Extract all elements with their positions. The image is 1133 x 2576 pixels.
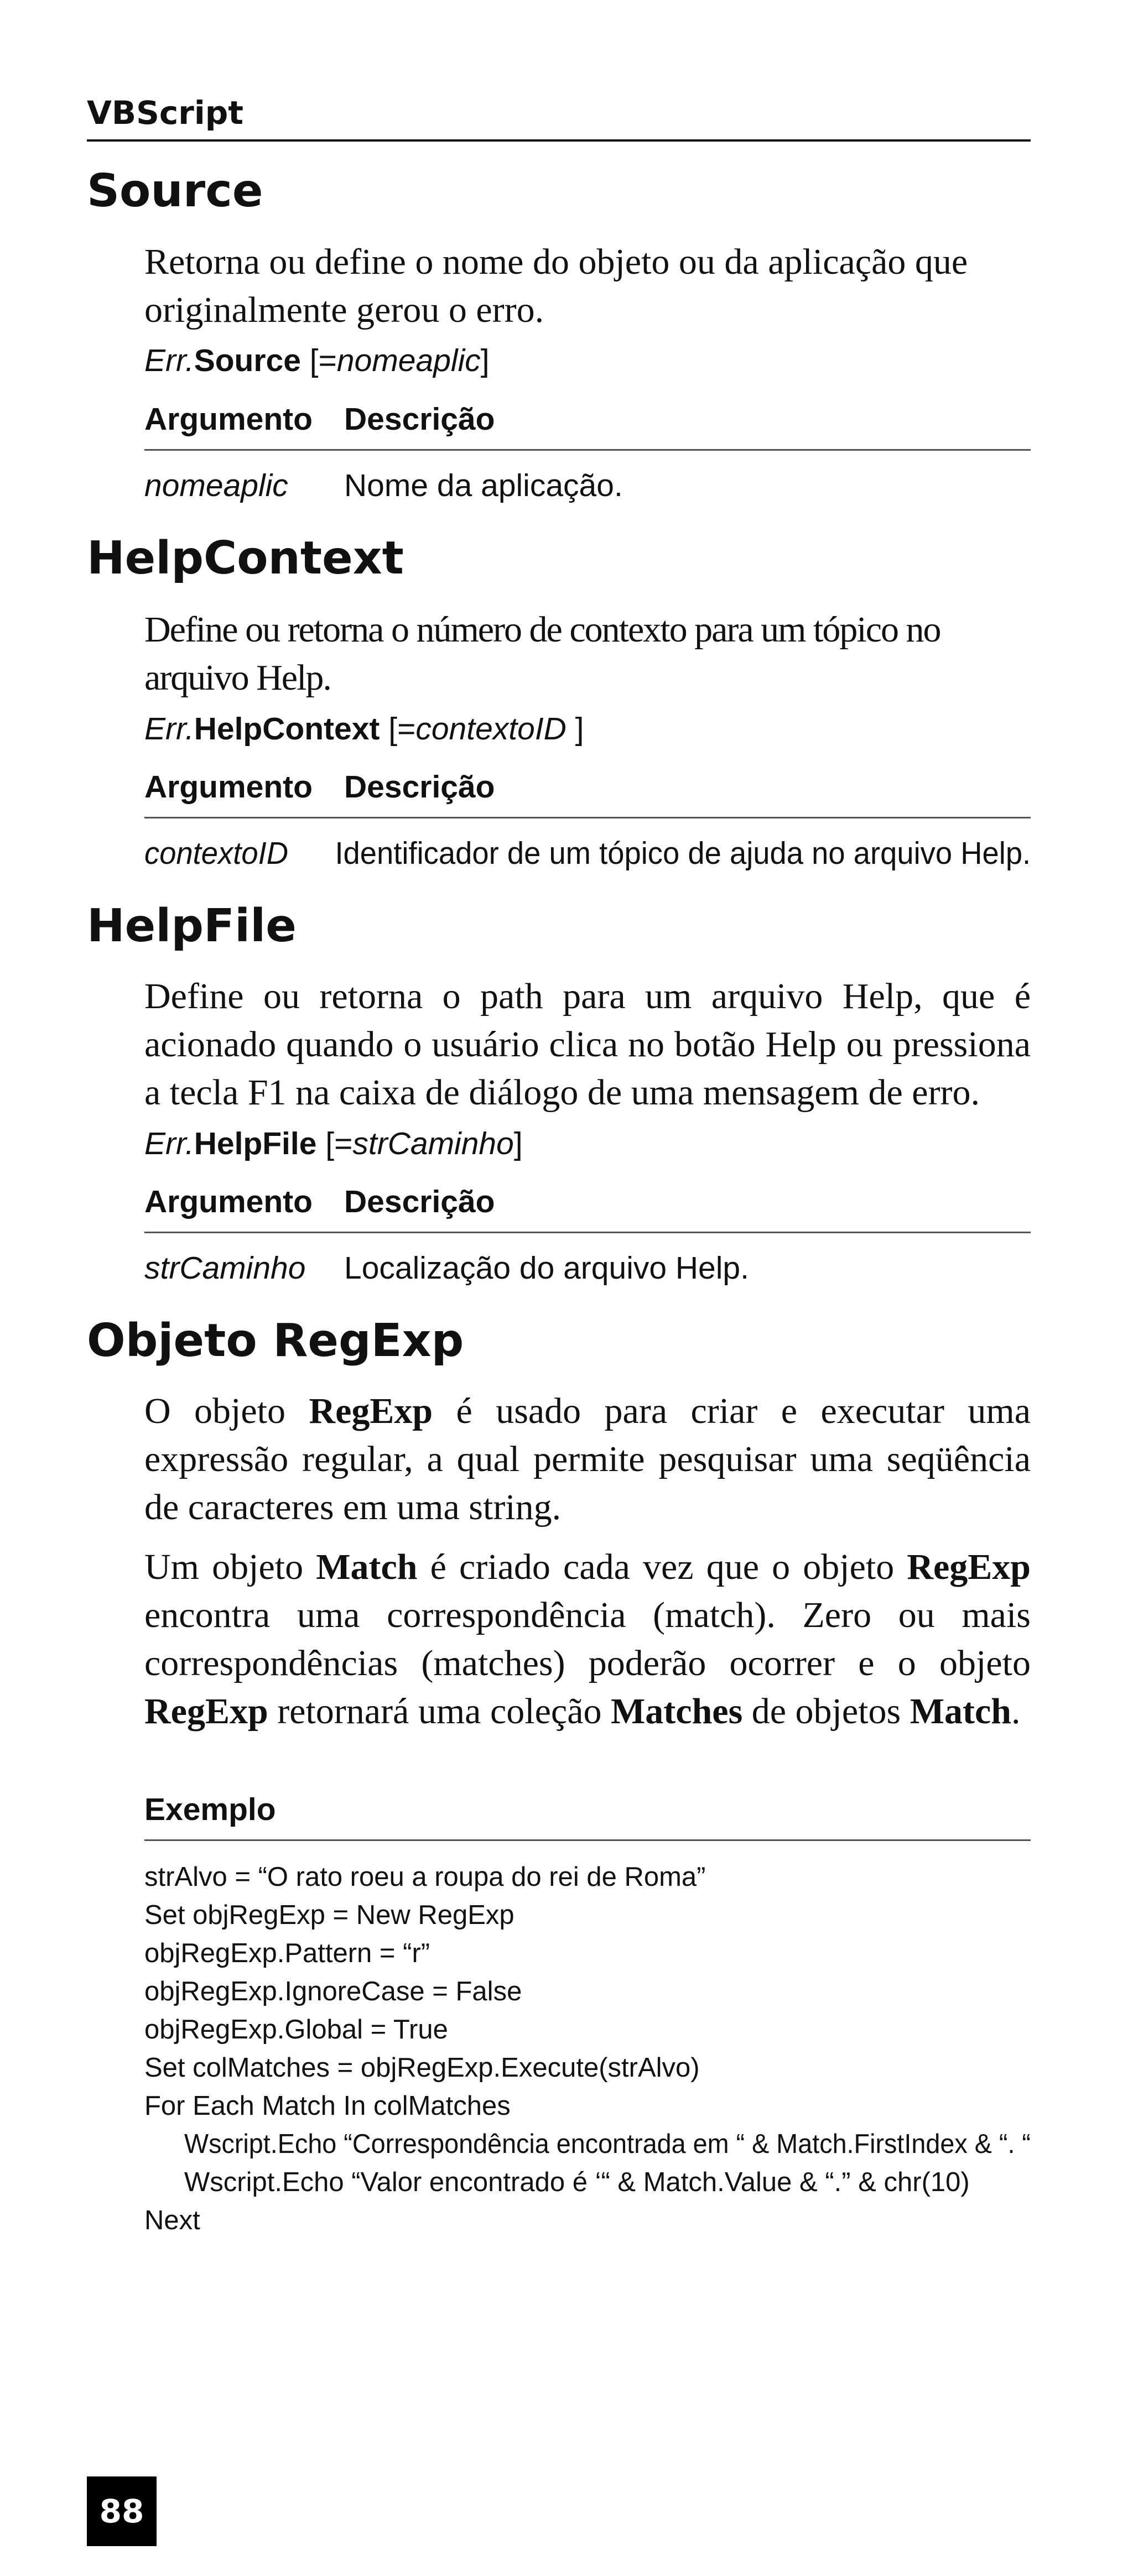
syntax-open: [= bbox=[316, 1126, 353, 1161]
row-argument: strCaminho bbox=[144, 1250, 306, 1286]
source-description: Retorna ou define o nome do objeto ou da aplicação que originalmente gerou o erro. bbox=[144, 242, 968, 330]
bold-term: RegExp bbox=[907, 1547, 1031, 1587]
section-title-helpfile: HelpFile bbox=[87, 900, 297, 952]
helpfile-description: Define ou retorna o path para um arquivo Help, que é acionado quando o usuário clica no botão Help ou pressiona a tecla F1 na caixa de diálogo de uma mensagem de erro. bbox=[144, 976, 1031, 1113]
syntax-property: HelpFile bbox=[194, 1126, 317, 1161]
code-line: strAlvo = “O rato roeu a roupa do rei de Roma” bbox=[144, 1862, 706, 1892]
code-line: objRegExp.IgnoreCase = False bbox=[144, 1977, 522, 2006]
code-line: For Each Match In colMatches bbox=[144, 2091, 511, 2121]
bold-term: Matches bbox=[611, 1691, 743, 1732]
text-run: retornará uma coleção bbox=[268, 1691, 611, 1732]
row-argument: nomeaplic bbox=[144, 468, 288, 503]
syntax-argument: contextoID bbox=[415, 711, 566, 747]
syntax-object: Err. bbox=[144, 343, 194, 378]
regexp-paragraph-1 bbox=[144, 1387, 1031, 1531]
header-descricao: Descrição bbox=[344, 1184, 495, 1219]
syntax-close: ] bbox=[566, 711, 584, 747]
example-rule bbox=[144, 1839, 1031, 1841]
section-title-helpcontext: HelpContext bbox=[87, 532, 404, 585]
example-label: Exemplo bbox=[144, 1792, 276, 1827]
syntax-open: [= bbox=[380, 711, 416, 747]
text-run: é criado cada vez que o objeto bbox=[417, 1547, 907, 1587]
syntax-object: Err. bbox=[144, 1126, 194, 1161]
text-run: O objeto bbox=[144, 1391, 309, 1431]
bold-term: RegExp bbox=[144, 1691, 268, 1732]
code-line: objRegExp.Pattern = “r” bbox=[144, 1938, 430, 1968]
code-line: Wscript.Echo “Valor encontrado é ‘“ & Match.Value & “.” & chr(10) bbox=[184, 2167, 970, 2197]
text-run: encontra uma correspondência (match). Zero ou mais correspondências (matches) poderão ocorrer e o objeto bbox=[144, 1595, 1031, 1683]
helpcontext-syntax bbox=[144, 707, 1031, 751]
syntax-argument: strCaminho bbox=[352, 1126, 514, 1161]
bold-term: RegExp bbox=[309, 1391, 433, 1431]
syntax-property: HelpContext bbox=[194, 711, 380, 747]
row-description: Nome da aplicação. bbox=[344, 468, 623, 503]
text-run: Um objeto bbox=[144, 1547, 316, 1587]
text-run: . bbox=[1011, 1691, 1021, 1732]
header-descricao: Descrição bbox=[344, 401, 495, 437]
header-rule bbox=[87, 139, 1031, 142]
section-title-source: Source bbox=[87, 165, 263, 217]
source-syntax bbox=[144, 338, 1031, 383]
row-description: Localização do arquivo Help. bbox=[344, 1250, 749, 1286]
syntax-property: Source bbox=[194, 343, 301, 378]
helpfile-syntax bbox=[144, 1122, 1031, 1166]
text-run: de objetos bbox=[742, 1691, 910, 1732]
syntax-object: Err. bbox=[144, 711, 194, 747]
header-descricao: Descrição bbox=[344, 769, 495, 805]
syntax-open: [= bbox=[300, 343, 337, 378]
code-line: Next bbox=[144, 2205, 200, 2235]
code-line: Set objRegExp = New RegExp bbox=[144, 1900, 514, 1930]
code-line: Wscript.Echo “Correspondência encontrada em “ & Match.FirstIndex & “. “ bbox=[184, 2129, 1031, 2159]
syntax-close: ] bbox=[513, 1126, 523, 1161]
code-line: Set colMatches = objRegExp.Execute(strAlvo) bbox=[144, 2053, 700, 2083]
table-rule bbox=[144, 1232, 1031, 1233]
row-argument: contextoID bbox=[144, 836, 288, 871]
bold-term: Match bbox=[316, 1547, 418, 1587]
header-argumento: Argumento bbox=[144, 1184, 313, 1219]
running-header: VBScript bbox=[87, 94, 243, 132]
bold-term: Match bbox=[909, 1691, 1011, 1732]
header-argumento: Argumento bbox=[144, 769, 313, 805]
row-description: Identificador de um tópico de ajuda no arquivo Help. bbox=[335, 836, 1031, 871]
code-line: objRegExp.Global = True bbox=[144, 2015, 448, 2045]
text-run: é usado para criar e executar uma expressão regular, a qual permite pesquisar uma seqüência de caracteres em uma string. bbox=[144, 1391, 1031, 1527]
helpcontext-description: Define ou retorna o número de contexto para um tópico no arquivo Help. bbox=[144, 609, 940, 698]
table-rule bbox=[144, 449, 1031, 451]
header-argumento: Argumento bbox=[144, 401, 313, 437]
section-title-regexp: Objeto RegExp bbox=[87, 1315, 464, 1367]
regexp-paragraph-2 bbox=[144, 1543, 1031, 1735]
syntax-close: ] bbox=[480, 343, 490, 378]
syntax-argument: nomeaplic bbox=[336, 343, 481, 378]
page-number: 88 bbox=[87, 2476, 157, 2546]
table-rule bbox=[144, 817, 1031, 818]
